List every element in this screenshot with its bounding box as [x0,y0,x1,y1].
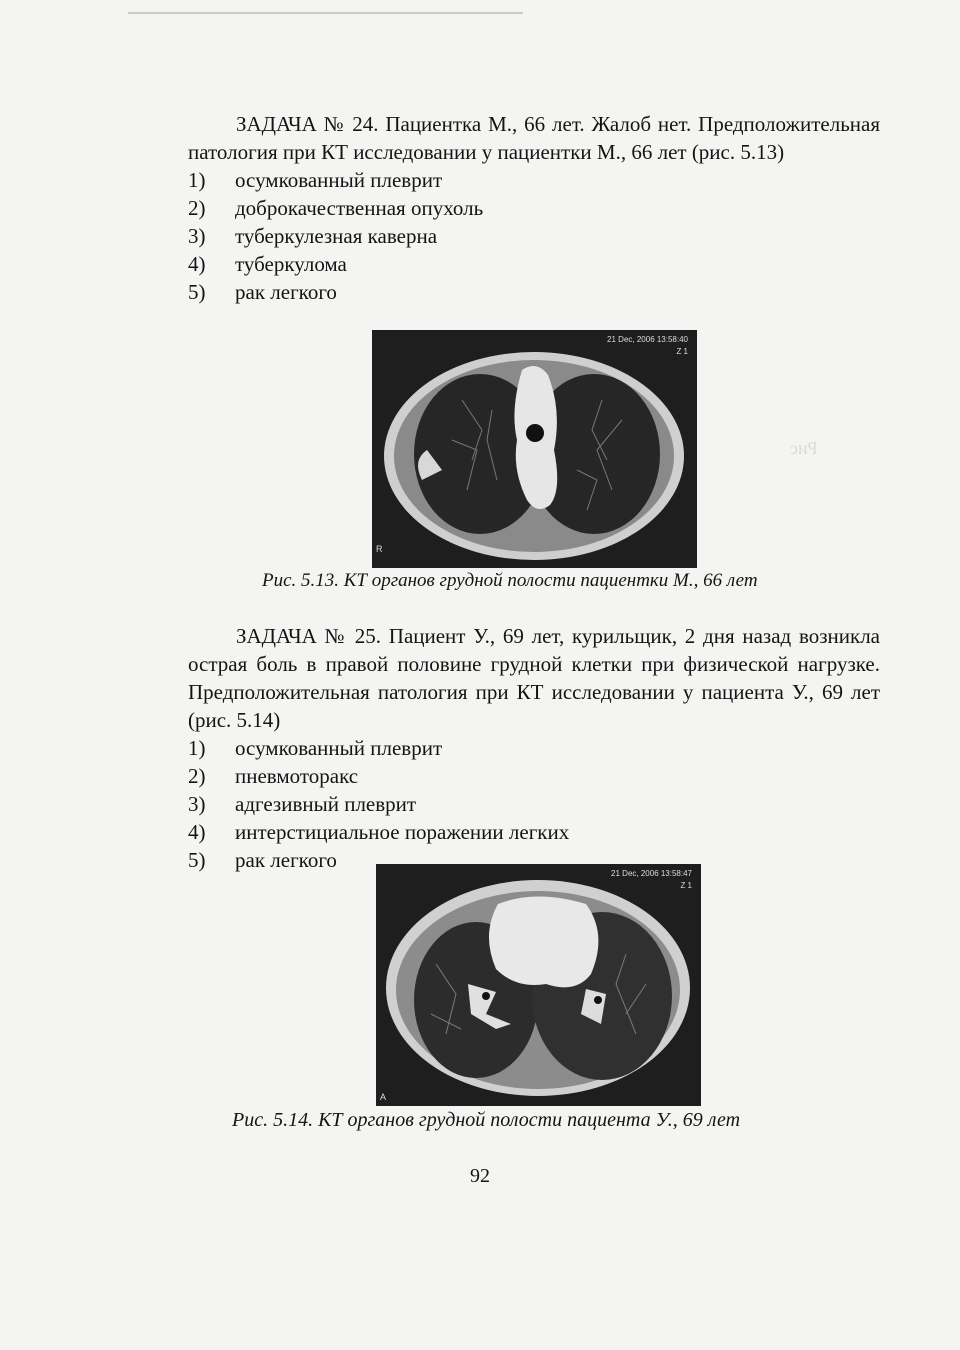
task-25 [188,622,880,874]
task-24 [188,110,880,306]
figure-caption-5-13: Рис. 5.13. КТ органов грудной полости пациентки М., 66 лет [262,570,758,591]
option-text: рак легкого [235,280,337,304]
option-number: 1) [188,736,206,760]
option-item [188,734,880,762]
option-number: 4) [188,820,206,844]
option-number: 5) [188,280,206,304]
ct-scan-figure-5-13 [372,330,697,568]
ct-scan-image [376,864,701,1106]
ct-scan-image [372,330,697,568]
option-text: осумкованный плеврит [235,168,443,192]
option-number: 3) [188,224,206,248]
option-text: пневмоторакс [235,764,359,788]
option-item [188,278,880,306]
option-item [188,790,880,818]
page-number: 92 [470,1165,490,1187]
option-number: 1) [188,168,206,192]
option-text: рак легкого [235,848,337,872]
task-25-text: ЗАДАЧА № 25. Пациент У., 69 лет, курильщик, 2 дня назад возникла острая боль в правой половине грудной клетки при физической нагрузке. Предположительная патология при КТ исследовании у пациента У., 69 лет (рис. 5.14) [188,624,880,732]
option-item [188,166,880,194]
option-number: 4) [188,252,206,276]
task-24-options [188,166,880,306]
option-item [188,762,880,790]
option-text: туберкулезная каверна [235,224,438,248]
ct-scan-figure-5-14 [376,864,701,1106]
overlay-orientation: R [376,544,383,554]
option-text: осумкованный плеврит [235,736,443,760]
overlay-z: Z 1 [680,881,692,890]
option-text: туберкулома [235,252,347,276]
option-number: 2) [188,196,206,220]
option-text: интерстициальное поражении легких [235,820,570,844]
figure-caption-5-14: Рис. 5.14. КТ органов грудной полости пациента У., 69 лет [232,1109,741,1131]
option-item [188,818,880,846]
option-item [188,222,880,250]
overlay-date: 21 Dec, 2006 13:58:40 [607,335,688,344]
task-24-text: ЗАДАЧА № 24. Пациентка М., 66 лет. Жалоб нет. Предположительная патология при КТ исследовании у пациентки М., 66 лет (рис. 5.13) [188,112,880,164]
option-text: адгезивный плеврит [235,792,417,816]
task-25-options [188,734,880,874]
option-number: 5) [188,848,206,872]
option-item [188,250,880,278]
option-number: 3) [188,792,206,816]
option-number: 2) [188,764,206,788]
overlay-date: 21 Dec, 2006 13:58:47 [611,869,692,878]
bleed-through-text: Рис [790,438,818,458]
overlay-orientation: A [380,1092,387,1102]
option-item [188,194,880,222]
overlay-z: Z 1 [676,347,688,356]
option-text: доброкачественная опухоль [235,196,484,220]
top-border-line [128,12,523,14]
